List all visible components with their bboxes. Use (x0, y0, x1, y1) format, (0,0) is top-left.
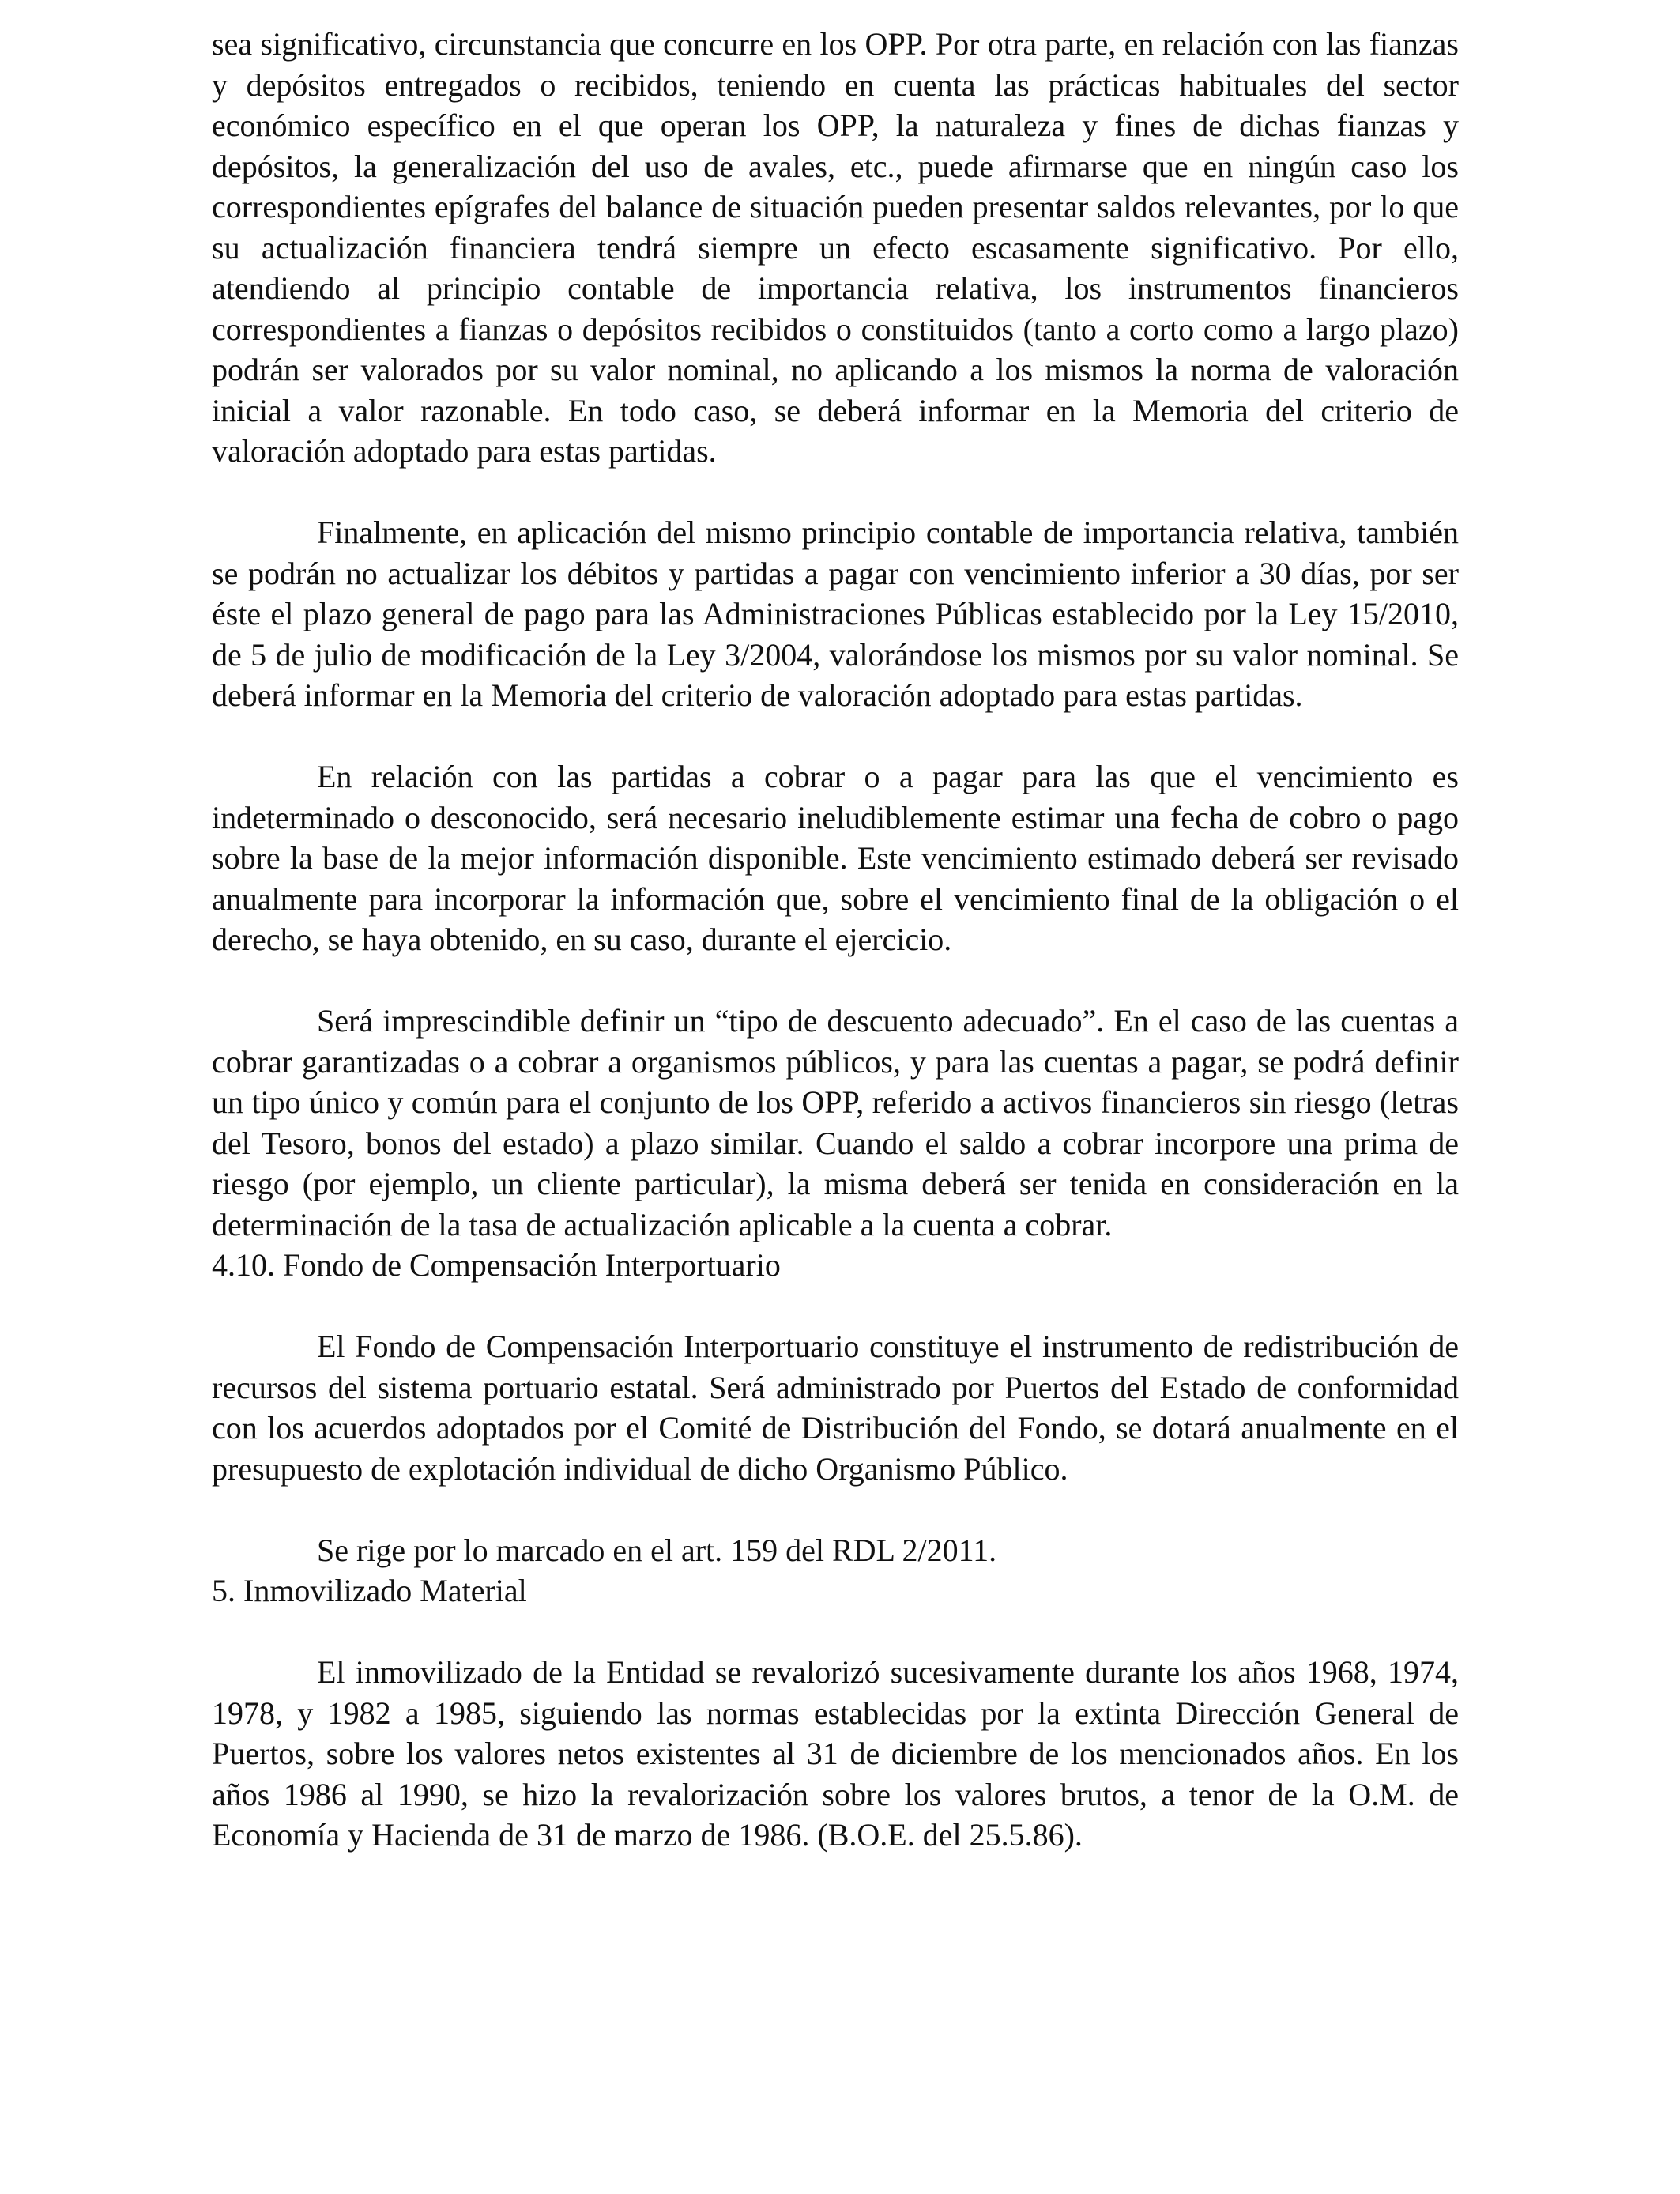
paragraph-fianzas-depositos: sea significativo, circunstancia que concurre en los OPP. Por otra parte, en relación con las fianzas y depósitos entregados o recibidos, teniendo en cuenta las prácticas habituales del sector económico específico en el que operan los OPP, la naturaleza y fines de dichas fianzas y depósitos, la generalización del uso de avales, etc., puede afirmarse que en ningún caso los correspondientes epígrafes del balance de situación pueden presentar saldos relevantes, por lo que su actualización financiera tendrá siempre un efecto escasamente significativo. Por ello, atendiendo al principio contable de importancia relativa, los instrumentos financieros correspondientes a fianzas o depósitos recibidos o constituidos (tanto a corto como a largo plazo) podrán ser valorados por su valor nominal, no aplicando a los mismos la norma de valoración inicial a valor razonable. En todo caso, se deberá informar en la Memoria del criterio de valoración adoptado para estas partidas. (212, 26, 1459, 469)
document-page (212, 24, 1459, 1856)
paragraph-vencimiento-indeterminado: En relación con las partidas a cobrar o a pagar para las que el vencimiento es indeterminado o desconocido, será necesario ineludiblemente estimar una fecha de cobro o pago sobre la base de la mejor información disponible. Este vencimiento estimado deberá ser revisado anualmente para incorporar la información que, sobre el vencimiento final de la obligación o el derecho, se haya obtenido, en su caso, durante el ejercicio. (212, 759, 1459, 957)
paragraph-rdl-reference: Se rige por lo marcado en el art. 159 del RDL 2/2011. (317, 1532, 997, 1568)
section-heading-fondo-compensacion: 4.10. Fondo de Compensación Interportuario (212, 1247, 781, 1283)
paragraph-tipo-descuento: Será imprescindible definir un “tipo de descuento adecuado”. En el caso de las cuentas a cobrar garantizadas o a cobrar a organismos públicos, y para las cuentas a pagar, se podrá definir un tipo único y común para el conjunto de los OPP, referido a activos financieros sin riesgo (letras del Tesoro, bonos del estado) a plazo similar. Cuando el saldo a cobrar incorpore una prima de riesgo (por ejemplo, un cliente particular), la misma deberá ser tenida en consideración en la determinación de la tasa de actualización aplicable a la cuenta a cobrar. (212, 1003, 1459, 1242)
paragraph-fondo-compensacion: El Fondo de Compensación Interportuario constituye el instrumento de redistribución de recursos del sistema portuario estatal. Será administrado por Puertos del Estado de conformidad con los acuerdos adoptados por el Comité de Distribución del Fondo, se dotará anualmente en el presupuesto de explotación individual de dicho Organismo Público. (212, 1329, 1459, 1487)
section-heading-inmovilizado: 5. Inmovilizado Material (212, 1573, 527, 1608)
paragraph-debitos-partidas: Finalmente, en aplicación del mismo principio contable de importancia relativa, también se podrán no actualizar los débitos y partidas a pagar con vencimiento inferior a 30 días, por ser éste el plazo general de pago para las Administraciones Públicas establecido por la Ley 15/2010, de 5 de julio de modificación de la Ley 3/2004, valorándose los mismos por su valor nominal. Se deberá informar en la Memoria del criterio de valoración adoptado para estas partidas. (212, 515, 1459, 713)
paragraph-inmovilizado-revalorizacion: El inmovilizado de la Entidad se revalorizó sucesivamente durante los años 1968, 1974, 1978, y 1982 a 1985, siguiendo las normas establecidas por la extinta Dirección General de Puertos, sobre los valores netos existentes al 31 de diciembre de los mencionados años. En los años 1986 al 1990, se hizo la revalorización sobre los valores brutos, a tenor de la O.M. de Economía y Hacienda de 31 de marzo de 1986. (B.O.E. del 25.5.86). (212, 1654, 1459, 1853)
